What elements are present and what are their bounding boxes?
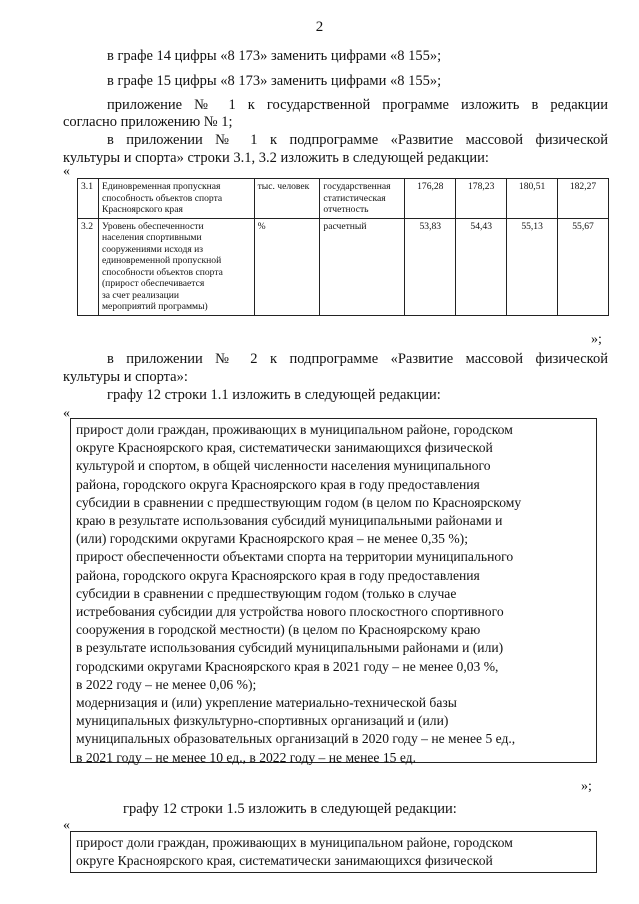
open-quote: « (63, 164, 70, 179)
replacement-text-box (70, 831, 597, 873)
value-cell: 54,43 (456, 218, 507, 315)
close-quote: »; (591, 332, 602, 347)
box-line: прирост доли граждан, проживающих в муниципальном районе, городском (76, 422, 513, 437)
box-line: городскими округами Красноярского края в 2021 году – не менее 0,03 %, (76, 658, 499, 674)
open-quote: « (63, 406, 70, 421)
table-row (78, 179, 609, 219)
unit-cell: тыс. человек (254, 179, 320, 219)
box-line: муниципальных физкультурно-спортивных организаций и (или) (76, 713, 449, 729)
value-cell: 182,27 (558, 179, 609, 219)
cell-line: Красноярского края (101, 204, 183, 215)
value-cell: 180,51 (507, 179, 558, 219)
cell-line: населения спортивными (101, 232, 202, 243)
paragraph-line: в приложении № 1 к подпрограмме «Развитие массовой физической (107, 132, 608, 148)
box-line: округе Красноярского края, систематически занимающихся физической (76, 853, 493, 869)
paragraph-line: в графе 15 цифры «8 173» заменить цифрами «8 155»; (107, 73, 442, 89)
box-line: краю в результате использования субсидий муниципальными районами и (76, 513, 503, 529)
paragraph-line: культуры и спорта»: (63, 369, 188, 385)
unit-cell: % (254, 218, 320, 315)
box-line: муниципальных образовательных организаций в 2020 году – не менее 5 ед., (76, 731, 516, 747)
cell-line: мероприятий программы) (101, 301, 208, 312)
close-quote: »; (581, 779, 592, 794)
cell-line: Уровень обеспеченности (101, 220, 204, 232)
source-cell (320, 218, 405, 315)
cell-line: за счет реализации (101, 289, 180, 301)
paragraph-line: в графе 14 цифры «8 173» заменить цифрами «8 155»; (107, 48, 442, 64)
box-line: в результате использования субсидий муниципальными районами и (или) (76, 640, 504, 656)
open-quote: « (63, 818, 70, 833)
page-number: 2 (315, 19, 324, 35)
box-line: субсидии в сравнении с предшествующим годом (в целом по Красноярскому (76, 494, 522, 510)
paragraph-line: приложение № 1 к государственной программе изложить в редакции (107, 97, 608, 113)
cell-line: сооружениями исходя из (101, 243, 204, 255)
row-number: 3.1 (78, 179, 99, 219)
paragraph-line: культуры и спорта» строки 3.1, 3.2 изложить в следующей редакции: (63, 150, 489, 166)
source-cell (320, 179, 405, 219)
cell-line: (прирост обеспечивается (101, 278, 205, 289)
indicator-name (98, 218, 254, 315)
box-line: в 2021 году – не менее 10 ед., в 2022 году – не менее 15 ед. (76, 749, 416, 765)
replacement-text-box (70, 418, 597, 763)
value-cell: 53,83 (405, 218, 456, 315)
box-line: прирост обеспеченности объектами спорта на территории муниципального (76, 549, 514, 565)
paragraph-line: согласно приложению № 1; (63, 114, 233, 130)
value-cell: 176,28 (405, 179, 456, 219)
paragraph-line: графу 12 строки 1.5 изложить в следующей редакции: (123, 801, 457, 817)
box-line: прирост доли граждан, проживающих в муниципальном районе, городском (76, 835, 513, 850)
box-line: района, городского округа Красноярского края в году предоставления (76, 476, 480, 492)
value-cell: 55,67 (558, 218, 609, 315)
cell-line: расчетный (323, 220, 367, 232)
box-line: (или) городскими округами Красноярского края – не менее 0,35 %); (76, 531, 468, 547)
box-line: сооружения в городской местности) (в целом по Красноярскому краю (76, 622, 481, 638)
cell-line: единовременной пропускной (101, 255, 222, 266)
indicator-name (98, 179, 254, 219)
box-line: модернизация и (или) укрепление материально-технической базы (76, 695, 457, 711)
paragraph-line: графу 12 строки 1.1 изложить в следующей редакции: (107, 387, 441, 403)
paragraph-line: в приложении № 2 к подпрограмме «Развитие массовой физической (107, 351, 608, 367)
indicator-table (77, 178, 609, 316)
cell-line: государственная (323, 181, 391, 192)
value-cell: 178,23 (456, 179, 507, 219)
cell-line: Единовременная пропускная (101, 181, 221, 192)
cell-line: статистическая (323, 192, 386, 204)
table-row (78, 218, 609, 315)
cell-line: отчетность (323, 204, 369, 215)
cell-line: способности объектов спорта (101, 266, 223, 278)
box-line: района, городского округа Красноярского края в году предоставления (76, 567, 480, 583)
value-cell: 55,13 (507, 218, 558, 315)
box-line: культурой и спортом, в общей численности населения муниципального (76, 458, 491, 474)
box-line: округе Красноярского края, систематически занимающихся физической (76, 440, 493, 456)
box-line: в 2022 году – не менее 0,06 %); (76, 676, 257, 692)
cell-line: способность объектов спорта (101, 192, 223, 204)
box-line: субсидии в сравнении с предшествующим годом (только в случае (76, 585, 457, 601)
box-line: истребования субсидии для устройства нового плоскостного спортивного (76, 604, 504, 620)
row-number: 3.2 (78, 218, 99, 315)
